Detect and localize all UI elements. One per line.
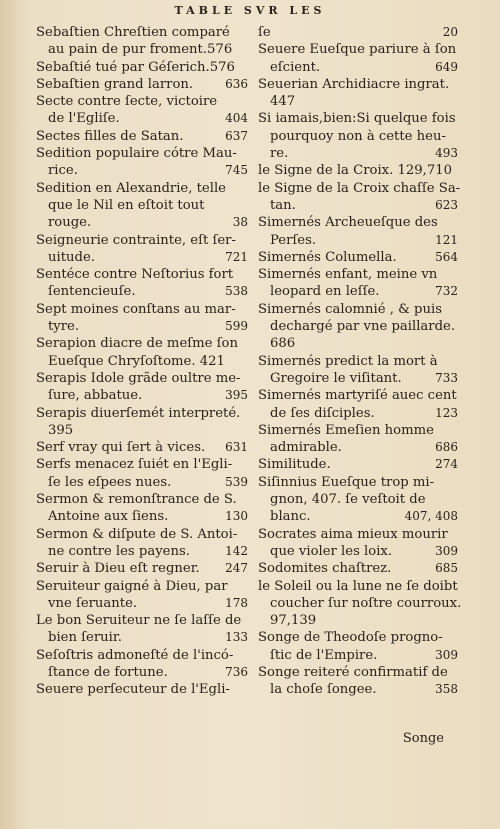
index-entry xyxy=(36,681,248,698)
entry-line: Simernés predict la mort à xyxy=(258,353,438,369)
index-entry xyxy=(258,422,458,457)
entry-line: ne contre les payens. xyxy=(48,543,190,559)
entry-line: de l'Egliſe. xyxy=(48,111,120,127)
page-reference: 309 xyxy=(435,647,458,662)
page-reference: 564 xyxy=(435,249,458,264)
entry-line: Secte contre ſecte, victoire xyxy=(36,94,218,110)
entry-line: rice. xyxy=(48,163,78,179)
entry-line: admirable. xyxy=(270,440,342,456)
entry-line: Seigneurie contrainte, eſt ſer- xyxy=(36,232,236,248)
entry-line: pourquoy non à cette heu- xyxy=(270,128,446,144)
entry-line: Sodomites chaſtrez. xyxy=(258,561,392,577)
index-column-left xyxy=(36,24,248,699)
entry-line: 447 xyxy=(270,94,296,110)
entry-line: coucher ſur noſtre courroux. xyxy=(270,595,462,611)
entry-line: Simernés Archeueſque des xyxy=(258,215,438,231)
entry-line: Simernés enfant, meine vn xyxy=(258,267,438,283)
index-entry xyxy=(258,456,458,473)
index-entry xyxy=(258,387,458,422)
entry-line: blanc. xyxy=(270,509,311,525)
entry-line: le Soleil ou la lune ne ſe doibt xyxy=(258,578,458,594)
index-entry xyxy=(258,266,458,301)
index-entry xyxy=(36,76,248,93)
page-reference: 133 xyxy=(225,630,248,645)
entry-line: Seuere perſecuteur de l'Egli- xyxy=(36,682,230,698)
page-reference: 130 xyxy=(225,509,248,524)
entry-line: Songe de Theodoſe progno- xyxy=(258,630,443,646)
index-entry xyxy=(258,664,458,699)
index-entry xyxy=(36,180,248,232)
index-entry xyxy=(258,474,458,526)
entry-line: 395 xyxy=(48,422,74,438)
page-reference: 247 xyxy=(225,561,248,576)
entry-line: Songe reiteré confirmatif de xyxy=(258,664,448,680)
index-entry xyxy=(36,232,248,267)
entry-line: que le Nil en eſtoit tout xyxy=(48,197,205,213)
entry-line: de ſes diſciples. xyxy=(270,405,375,421)
entry-line: Eueſque Chryſoſtome. 421 xyxy=(48,353,225,369)
index-entry xyxy=(258,629,458,664)
page-reference: 493 xyxy=(435,146,458,161)
index-entry xyxy=(258,41,458,76)
index-entry xyxy=(258,180,461,215)
entry-line: Similitude. xyxy=(258,457,331,473)
page-reference: 309 xyxy=(435,543,458,558)
index-entry xyxy=(258,560,458,577)
index-entry xyxy=(258,76,458,111)
entry-line: ſe xyxy=(258,25,271,40)
index-entry xyxy=(36,612,248,647)
entry-line: Serf vray qui ſert à vices. xyxy=(36,440,206,456)
entry-line: Sedition en Alexandrie, telle xyxy=(36,180,226,196)
entry-line: Simernés calomnié , & puis xyxy=(258,301,442,317)
entry-line: Seuere Eueſque pariure à ſon xyxy=(258,42,457,58)
page-reference: 685 xyxy=(435,561,458,576)
index-entry xyxy=(36,405,248,440)
index-entry xyxy=(36,560,248,577)
entry-line: re. xyxy=(270,146,289,162)
page-reference: 649 xyxy=(435,59,458,74)
entry-line: ſentencieuſe. xyxy=(48,284,136,300)
entry-line: la choſe ſongee. xyxy=(270,682,377,698)
index-entry xyxy=(36,456,248,491)
entry-line: Le bon Seruiteur ne ſe laſſe de xyxy=(36,613,242,629)
entry-line: le Signe de la Croix. 129,710 xyxy=(258,163,453,179)
entry-line: Seruir à Dieu eſt regner. xyxy=(36,561,200,577)
page-reference: 404 xyxy=(225,111,248,126)
entry-line: ſe les eſpees nues. xyxy=(48,474,172,490)
entry-line: 97,139 xyxy=(270,613,317,629)
page-reference: 736 xyxy=(225,664,248,679)
page-reference: 20 xyxy=(442,25,458,39)
entry-line: que violer les loix. xyxy=(270,543,393,559)
entry-line: Sentéce contre Neſtorius fort xyxy=(36,267,234,283)
entry-line: 686 xyxy=(270,336,296,352)
page-reference: 599 xyxy=(225,319,248,334)
entry-line: vne ſeruante. xyxy=(48,595,138,611)
index-entry xyxy=(36,370,248,405)
index-entry xyxy=(36,647,248,682)
page-reference: 637 xyxy=(225,128,248,143)
entry-line: dechargé par vne paillarde. xyxy=(270,319,456,335)
page-reference: 745 xyxy=(225,163,248,178)
entry-line: Serapion diacre de meſme ſon xyxy=(36,336,238,352)
index-entry xyxy=(36,335,248,370)
entry-line: tan. xyxy=(270,197,296,213)
page-reference: 623 xyxy=(435,197,458,212)
page-reference: 123 xyxy=(435,405,458,420)
entry-line: Serapis Idole grãde oultre me- xyxy=(36,370,241,386)
entry-line: ſure, abbatue. xyxy=(48,388,143,404)
index-entry xyxy=(258,578,462,630)
page-reference: 636 xyxy=(225,76,248,91)
entry-line: Sebaſtien grand larron. xyxy=(36,76,194,92)
entry-line: Sept moines conſtans au mar- xyxy=(36,301,236,317)
index-entry xyxy=(258,24,458,41)
entry-line: Siſinnius Eueſque trop mi- xyxy=(258,474,435,490)
entry-line: tyre. xyxy=(48,319,80,335)
index-entry xyxy=(258,162,458,179)
index-entry xyxy=(36,491,248,526)
page-reference: 142 xyxy=(225,543,248,558)
entry-line: Sermon & diſpute de S. Antoi- xyxy=(36,526,238,542)
entry-line: uitude. xyxy=(48,249,95,265)
index-entry xyxy=(36,301,248,336)
page-reference: 38 xyxy=(232,215,248,230)
index-entry xyxy=(36,526,248,561)
entry-line: rouge. xyxy=(48,215,92,231)
entry-line: leopard en leſſe. xyxy=(270,284,380,300)
entry-line: Sedition populaire cótre Mau- xyxy=(36,146,237,162)
index-entry xyxy=(36,266,248,301)
entry-line: bien ſeruir. xyxy=(48,630,122,646)
index-entry xyxy=(36,93,248,128)
entry-line: au pain de pur froment.576 xyxy=(48,42,233,58)
entry-line: ſtic de l'Empire. xyxy=(270,647,378,663)
index-entry xyxy=(36,145,248,180)
page-reference: 395 xyxy=(225,388,248,403)
entry-line: Perſes. xyxy=(270,232,317,248)
page-reference: 121 xyxy=(435,232,458,247)
page-reference: 686 xyxy=(435,440,458,455)
entry-line: Sebaſtien Chreſtien comparé xyxy=(36,25,230,40)
entry-line: Serfs menacez ſuiét en l'Egli- xyxy=(36,457,233,473)
entry-line: Sectes filles de Satan. xyxy=(36,128,184,144)
index-entry xyxy=(258,526,458,561)
index-entry xyxy=(36,24,248,59)
entry-line: le Signe de la Croix chaſſe Sa- xyxy=(258,180,461,196)
page-reference: 178 xyxy=(225,595,248,610)
running-header: TABLE SVR LES xyxy=(174,4,326,17)
page-reference: 538 xyxy=(225,284,248,299)
entry-line: Simernés Emeſien homme xyxy=(258,422,434,438)
entry-line: ſtance de fortune. xyxy=(48,664,168,680)
entry-line: eſcient. xyxy=(270,59,321,75)
entry-line: Gregoire le viſitant. xyxy=(270,370,402,386)
index-entry xyxy=(258,110,458,162)
page-reference: 274 xyxy=(435,457,458,472)
page-reference: 407, 408 xyxy=(404,509,458,524)
page-reference: 539 xyxy=(225,474,248,489)
entry-line: Si iamais,bien:Si quelque fois xyxy=(258,111,456,127)
entry-line: Seuerian Archidiacre ingrat. xyxy=(258,76,450,92)
index-entry xyxy=(36,439,248,456)
index-entry xyxy=(258,249,458,266)
entry-line: Sermon & remonſtrance de S. xyxy=(36,492,237,508)
index-entry xyxy=(258,214,458,249)
entry-line: Sebaſtié tué par Géſerich.576 xyxy=(36,59,235,75)
page-reference: 631 xyxy=(225,440,248,455)
index-column-right xyxy=(258,24,462,699)
index-entry xyxy=(36,128,248,145)
entry-line: Simernés Columella. xyxy=(258,249,397,265)
catchword: Songe xyxy=(402,731,444,746)
entry-line: Seſoſtris admoneſté de l'incó- xyxy=(36,647,234,663)
entry-line: Serapis diuerſemét interpreté. xyxy=(36,405,241,421)
page-reference: 733 xyxy=(435,370,458,385)
page-reference: 732 xyxy=(435,284,458,299)
index-entry xyxy=(36,59,248,76)
entry-line: Simernés martyriſé auec cent xyxy=(258,388,457,404)
entry-line: Socrates aima mieux mourir xyxy=(258,526,448,542)
index-entry xyxy=(258,353,458,388)
entry-line: gnon, 407. ſe veſtoit de xyxy=(270,492,426,508)
page-reference: 358 xyxy=(435,682,458,697)
entry-line: Antoine aux ſiens. xyxy=(48,509,169,525)
page-reference: 721 xyxy=(225,249,248,264)
index-entry xyxy=(258,301,458,353)
entry-line: Seruiteur gaigné à Dieu, par xyxy=(36,578,228,594)
index-entry xyxy=(36,578,248,613)
